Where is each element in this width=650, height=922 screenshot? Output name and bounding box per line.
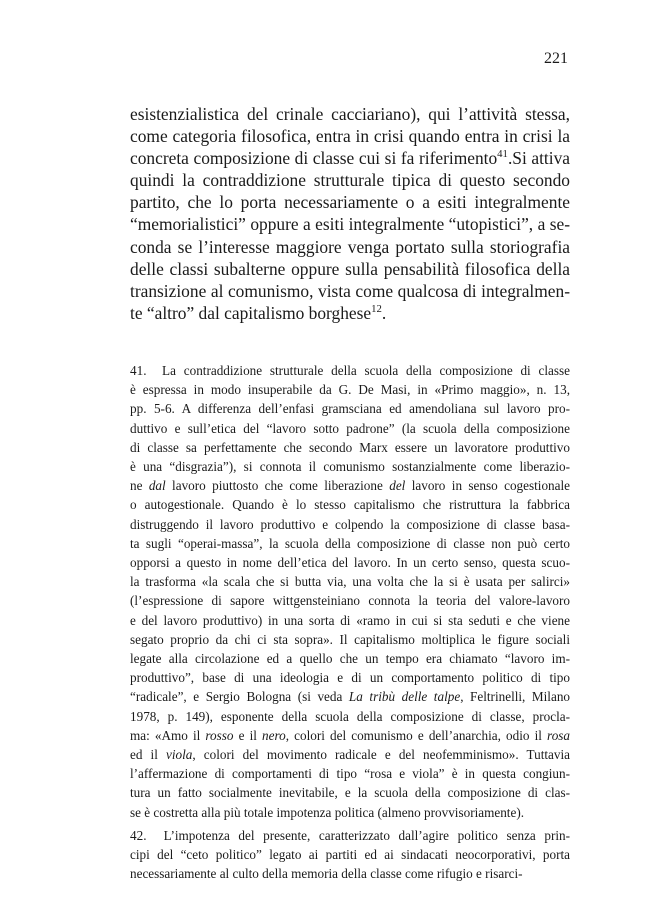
footnote-ref-42: 12 — [371, 303, 382, 316]
footnote-line: ma: «Amo il rosso e il nero, colori del comunismo e dell’anarchia, odio il rosa — [130, 727, 571, 743]
footnote-line: di classe sa perfettamente che secondo Marx essere un lavoratore produttivo — [130, 439, 570, 455]
footnote-41 — [130, 361, 570, 822]
footnote-line: 1978, p. 149), esponente della scuola della composizione di classe, procla- — [130, 708, 570, 724]
main-text-line: te “altro” dal capitalismo borghese$^{12}$. — [130, 302, 387, 323]
footnote-line: o autogestionale. Quando è lo stesso capitalismo che ristruttura la fabbrica — [130, 497, 570, 513]
footnote-line: distruggendo il lavoro produttivo e colpendo la composizione di classe basa- — [130, 516, 570, 532]
main-text-block — [130, 103, 570, 324]
footnote-line: necessariamente al culto della memoria della classe come rifugio e risarci- — [130, 866, 523, 882]
footnote-line: è una “disgrazia”), si connota il comunismo sostanzialmente come liberazio- — [130, 459, 570, 475]
footnote-line: è espressa in modo insuperabile da G. De Masi, in «Primo maggio», n. 13, — [130, 382, 570, 398]
footnote-line: e del lavoro produttivo) in una sorta di «ramo in cui si sta seduti e che viene — [130, 612, 570, 628]
footnote-line: produttivo”, base di una ideologia e di un comportamento politico di tipo — [130, 670, 570, 686]
footnote-line: 41. La contraddizione strutturale della scuola della composizione di classe — [130, 363, 570, 378]
main-text-line: esistenzialistica del crinale cacciariano), qui l’attività stessa, — [130, 104, 570, 124]
footnote-line: 42. L’impotenza del presente, caratterizzato dall’agire politico senza prin- — [130, 827, 570, 843]
main-text-line: transizione al comunismo, vista come qualcosa di integralmen- — [130, 280, 570, 301]
footnote-line: opporsi a questo in nome dell’etica del lavoro. In un certo senso, questa scuo- — [130, 555, 570, 571]
footnote-number: 42. — [130, 827, 147, 843]
main-text-line: conda se l’interesse maggiore venga portato sulla storiografia — [130, 236, 570, 257]
footnote-line: pp. 5-6. A differenza dell’enfasi gramsciana ed amendoliana sul lavoro pro- — [130, 401, 570, 417]
main-text-line: “memorialistici” oppure a esiti integralmente “utopistici”, a se- — [130, 214, 570, 235]
footnote-line: la trasforma «la scala che si butta via, una volta che la si è usata per salirci» — [130, 574, 570, 590]
page-number: 221 — [544, 50, 568, 67]
main-text-line: delle classi subalterne oppure sulla pensabilità filosofica della — [130, 258, 570, 279]
footnote-number: 41. — [130, 363, 147, 378]
footnote-line: duttivo e sull’etica del “lavoro sotto padrone” (la scuola della composizione — [130, 420, 570, 436]
footnote-42 — [130, 826, 570, 884]
footnote-line: se è costretta alla più totale impotenza politica (almeno provvisoriamente). — [130, 804, 525, 820]
footnote-line: l’affermazione di comportamenti di tipo “rosa e viola” è in questa congiun- — [130, 766, 570, 782]
main-text-line: concreta composizione di classe cui si fa riferimento$^{41}$.Si attiva — [130, 148, 570, 169]
main-text-line: partito, che lo porta necessariamente o a esiti integralmente — [130, 192, 570, 213]
footnote-line: (l’espressione di sapore wittgensteiniano connota la teoria del valore-lavoro — [130, 593, 570, 609]
footnote-line: legate alla circolazione ed a quello che un tempo era chiamato “lavoro im- — [130, 651, 570, 667]
footnote-line: cipi del “ceto politico” legato ai partiti ed ai sindacati neocorporativi, porta — [130, 847, 570, 863]
main-text-line: come categoria filosofica, entra in crisi quando entra in crisi la — [130, 126, 570, 147]
footnote-line: ta sugli “operai-massa”, la scuola della composizione di classe non può certo — [130, 535, 570, 551]
footnote-ref-41: 41 — [497, 148, 508, 161]
footnote-line: segato proprio da chi ci sta sopra». Il capitalismo moltiplica le figure sociali — [130, 631, 570, 647]
footnote-line: tura un fatto socialmente inevitabile, e la scuola della composizione di clas- — [130, 785, 570, 801]
main-text-line: quindi la contraddizione strutturale tipica di questo secondo — [130, 170, 570, 191]
footnote-line: ed il viola, colori del movimento radicale e del neofemminismo». Tuttavia — [130, 747, 571, 763]
footnote-line: “radicale”, e Sergio Bologna (si veda La tribù delle talpe, Feltrinelli, Milano — [130, 689, 571, 705]
footnotes-block — [130, 361, 570, 883]
footnote-line: ne dal lavoro piuttosto che come liberazione del lavoro in senso cogestionale — [130, 478, 570, 494]
